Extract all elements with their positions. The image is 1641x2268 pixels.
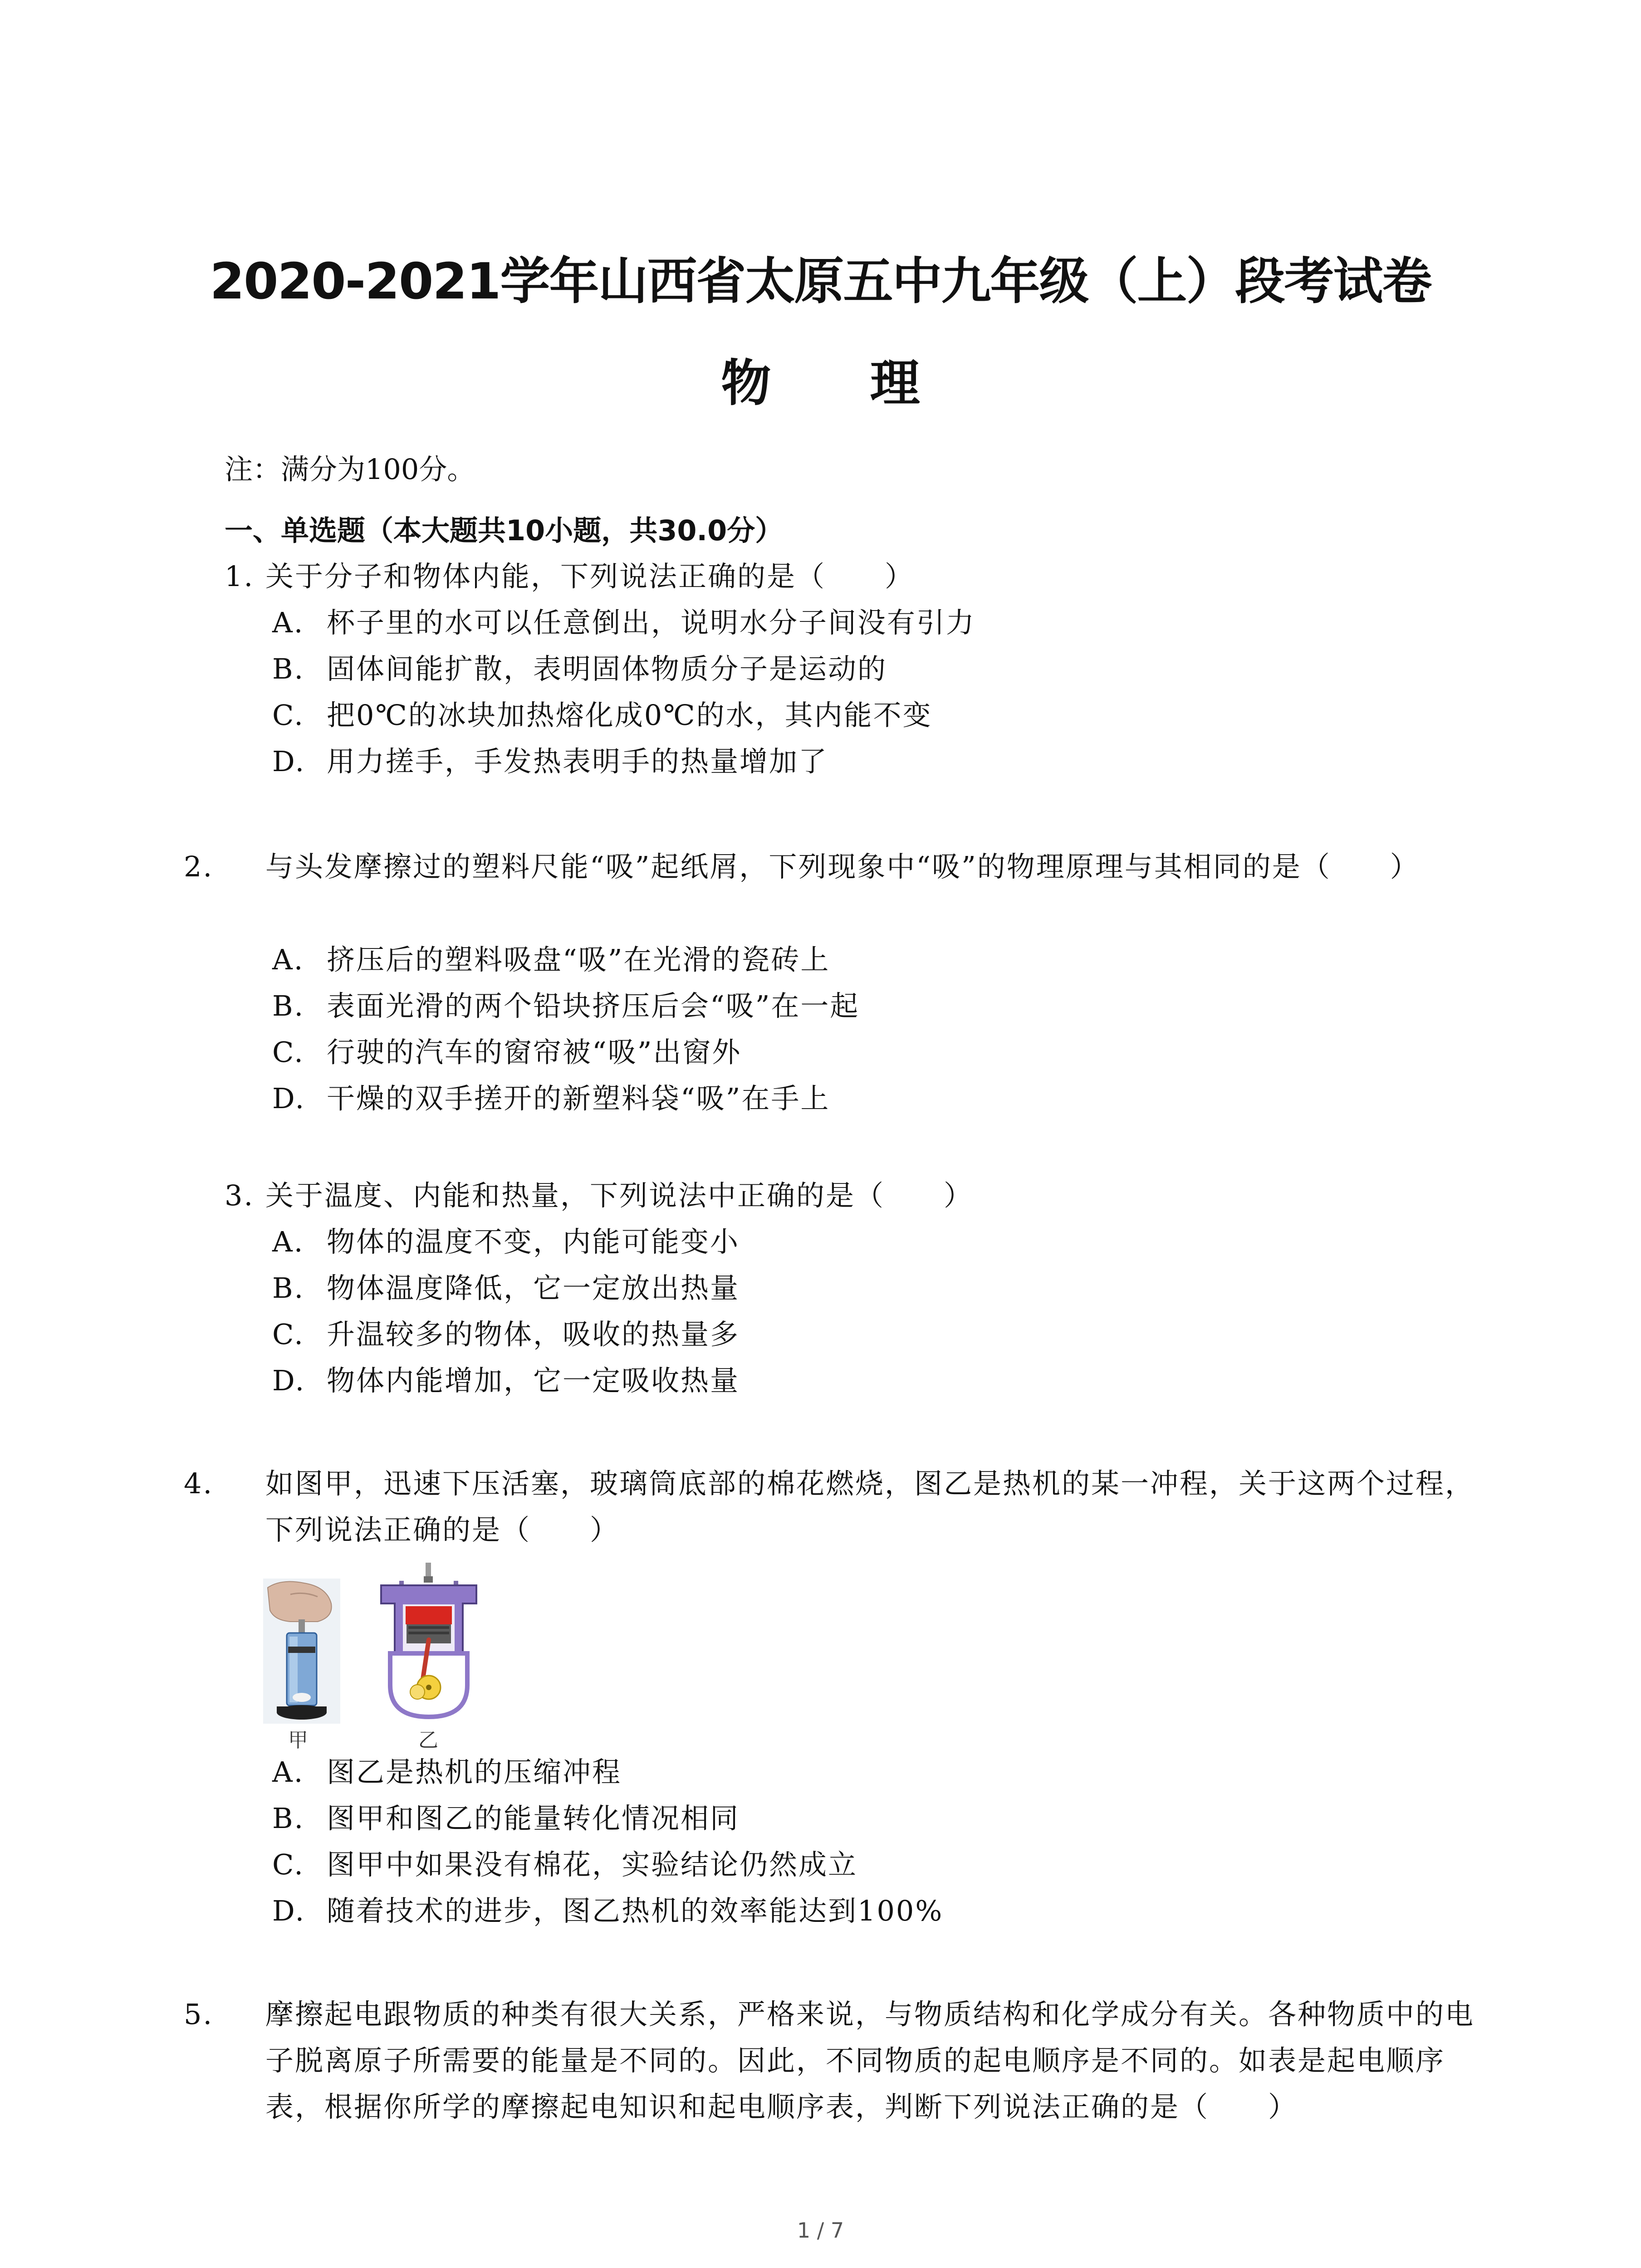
- option-text: 挤压后的塑料吸盘“吸”在光滑的瓷砖上: [327, 943, 830, 976]
- question-4: [184, 1461, 1481, 1553]
- exam-title: 2020-2021学年山西省太原五中九年级（上）段考试卷: [210, 252, 1431, 310]
- option-text: 干燥的双手搓开的新塑料袋“吸”在手上: [327, 1082, 830, 1115]
- option-text: 物体温度降低，它一定放出热量: [327, 1271, 740, 1305]
- option-text: 把0℃的冰块加热熔化成0℃的水，其内能不变: [327, 699, 932, 732]
- option-letter: B.: [272, 989, 305, 1022]
- q2-option-b: [272, 983, 859, 1029]
- option-text: 图乙是热机的压缩冲程: [327, 1755, 622, 1789]
- q2-option-c: [272, 1029, 741, 1075]
- question-1: [225, 553, 1440, 600]
- option-text: 物体的温度不变，内能可能变小: [327, 1225, 740, 1258]
- option-letter: A.: [272, 1225, 304, 1258]
- option-letter: D.: [272, 1894, 306, 1927]
- figure-jia-caption: 甲: [288, 1729, 308, 1752]
- option-text: 行驶的汽车的窗帘被“吸”出窗外: [327, 1036, 742, 1069]
- question-stem: 摩擦起电跟物质的种类有很大关系，严格来说，与物质结构和化学成分有关。各种物质中的电子脱离原子所需要的能量是不同的。因此，不同物质的起电顺序是不同的。如表是起电顺序表，根据你所学的摩擦起电知识和起电顺序表，判断下列说法正确的是（ ）: [265, 1998, 1475, 2123]
- page-indicator: 1 / 7: [797, 2218, 844, 2243]
- q3-option-b: [272, 1265, 740, 1311]
- option-letter: D.: [272, 745, 306, 778]
- option-letter: D.: [272, 1364, 306, 1397]
- option-letter: D.: [272, 1082, 306, 1115]
- q4-option-b: [272, 1795, 740, 1842]
- option-letter: B.: [272, 1802, 305, 1835]
- option-text: 图甲中如果没有棉花，实验结论仍然成立: [327, 1848, 858, 1881]
- figure-yi-engine-stroke: [377, 1563, 481, 1721]
- q2-option-d: [272, 1075, 830, 1122]
- section-heading: 一、单选题（本大题共10小题，共30.0分）: [225, 514, 784, 547]
- question-2: [184, 844, 1481, 890]
- q1-option-a: [272, 600, 975, 646]
- question-stem: 关于温度、内能和热量，下列说法中正确的是（ ）: [265, 1179, 974, 1212]
- option-letter: A.: [272, 606, 304, 639]
- question-stem: 关于分子和物体内能，下列说法正确的是（ ）: [265, 560, 915, 593]
- q2-option-a: [272, 937, 830, 983]
- option-letter: C.: [272, 1318, 304, 1351]
- question-number: 3.: [225, 1179, 255, 1212]
- option-text: 升温较多的物体，吸收的热量多: [327, 1318, 740, 1351]
- question-stem: 与头发摩擦过的塑料尺能“吸”起纸屑，下列现象中“吸”的物理原理与其相同的是（ ）: [265, 850, 1420, 883]
- figure-jia-piston-tube: [263, 1579, 340, 1724]
- option-text: 随着技术的进步，图乙热机的效率能达到100%: [327, 1894, 944, 1927]
- question-3: [225, 1173, 1440, 1219]
- option-letter: A.: [272, 1755, 304, 1789]
- option-text: 固体间能扩散，表明固体物质分子是运动的: [327, 652, 887, 685]
- figure-yi-caption: 乙: [418, 1729, 438, 1752]
- q1-option-d: [272, 738, 828, 785]
- option-letter: A.: [272, 943, 304, 976]
- option-text: 用力搓手，手发热表明手的热量增加了: [327, 745, 828, 778]
- question-number: 5.: [184, 1998, 214, 2031]
- q4-option-c: [272, 1842, 857, 1888]
- question-stem: 如图甲，迅速下压活塞，玻璃筒底部的棉花燃烧，图乙是热机的某一冲程，关于这两个过程，下列说法正确的是（ ）: [265, 1467, 1475, 1546]
- question-number: 2.: [184, 850, 214, 883]
- option-text: 图甲和图乙的能量转化情况相同: [327, 1802, 740, 1835]
- q1-option-b: [272, 646, 887, 692]
- option-letter: C.: [272, 699, 304, 732]
- question-5: [184, 1991, 1481, 2130]
- question-number: 4.: [184, 1467, 214, 1500]
- q3-option-c: [272, 1311, 740, 1358]
- option-letter: B.: [272, 652, 305, 685]
- q3-option-a: [272, 1219, 740, 1265]
- question-number: 1.: [225, 560, 255, 593]
- option-letter: C.: [272, 1036, 304, 1069]
- option-text: 物体内能增加，它一定吸收热量: [327, 1364, 740, 1397]
- subject-title: 物 理: [721, 354, 961, 412]
- score-note: 注：满分为100分。: [225, 453, 475, 486]
- option-letter: B.: [272, 1271, 305, 1305]
- q1-option-c: [272, 692, 932, 738]
- q4-option-d: [272, 1888, 943, 1934]
- q3-option-d: [272, 1358, 740, 1404]
- q4-option-a: [272, 1749, 622, 1795]
- option-text: 表面光滑的两个铅块挤压后会“吸”在一起: [327, 989, 860, 1022]
- option-text: 杯子里的水可以任意倒出，说明水分子间没有引力: [327, 606, 976, 639]
- option-letter: C.: [272, 1848, 304, 1881]
